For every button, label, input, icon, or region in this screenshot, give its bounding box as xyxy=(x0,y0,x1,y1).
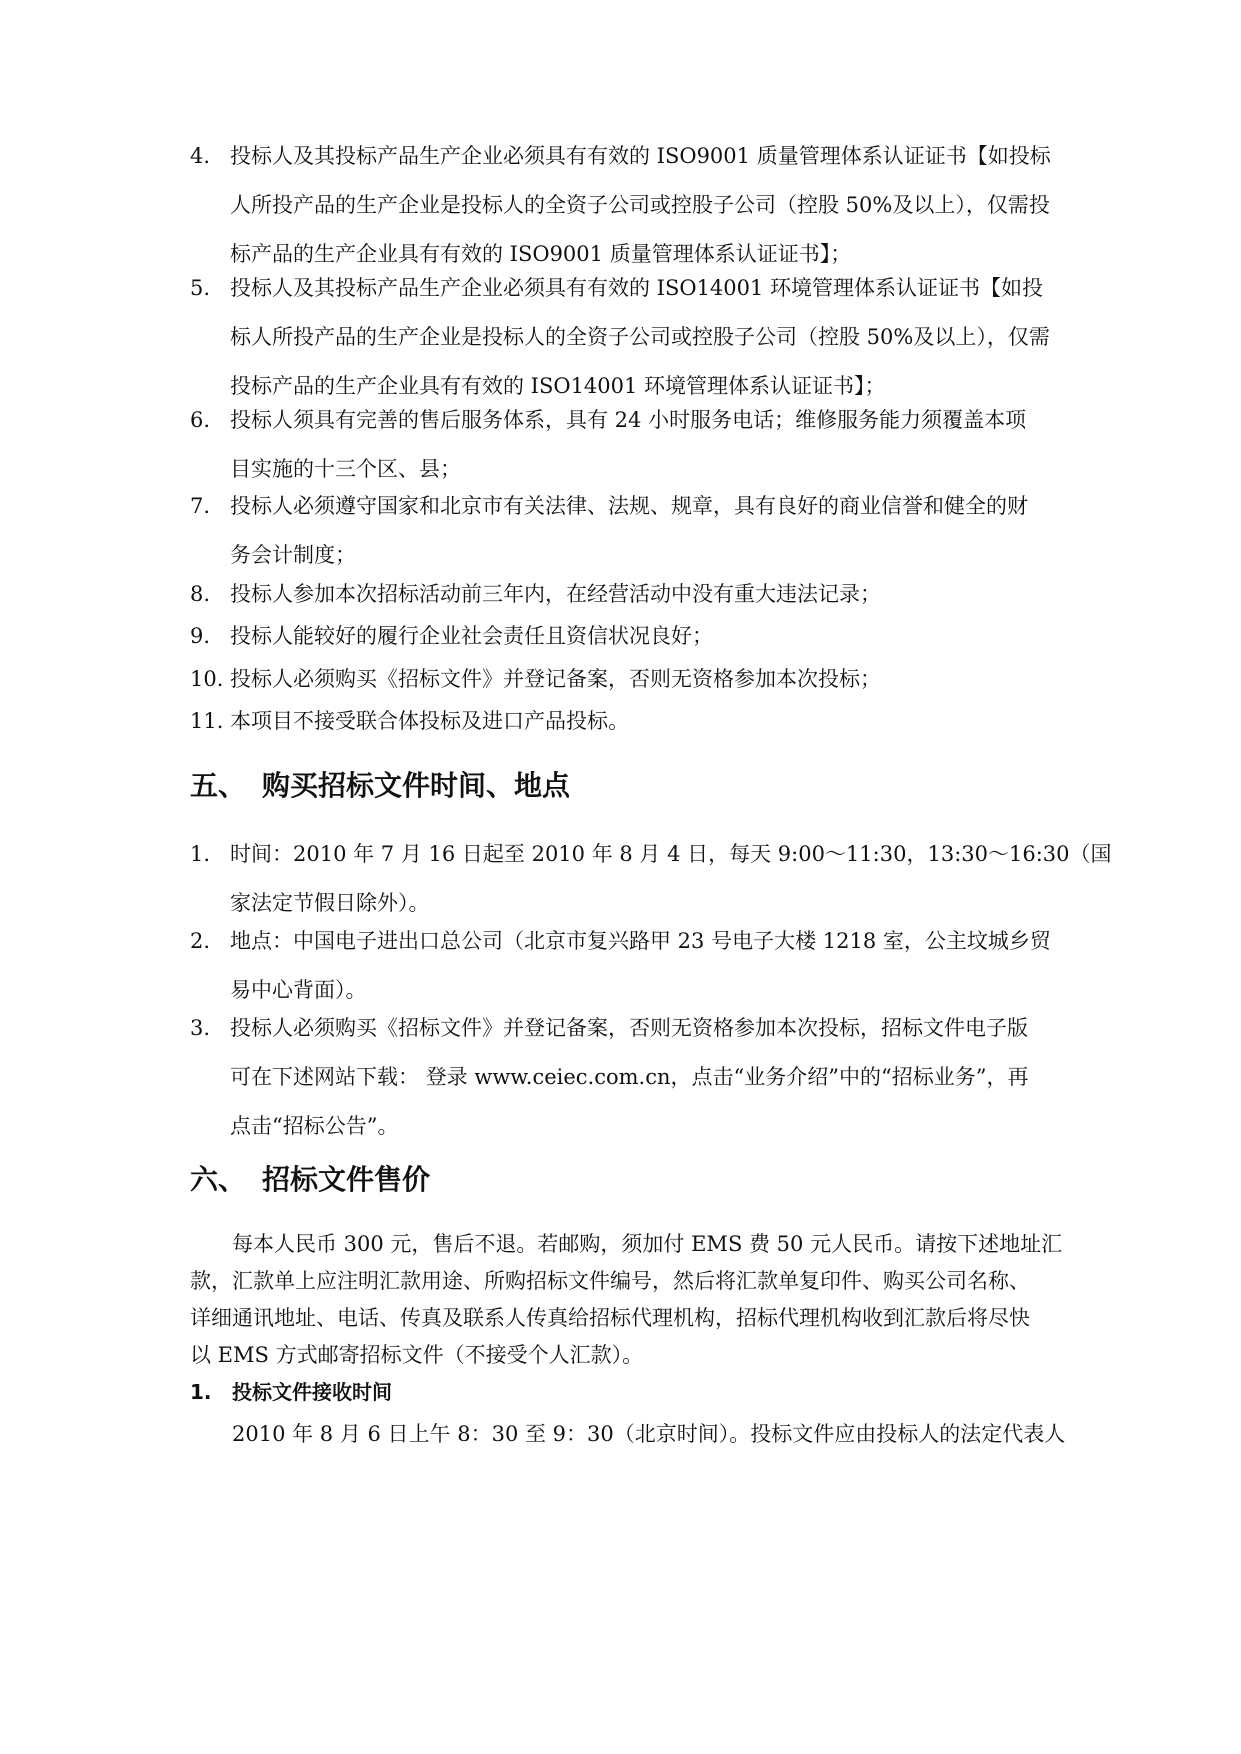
subsection-number: 1. xyxy=(190,1380,212,1404)
price-paragraph xyxy=(190,1226,1063,1374)
section-title: 招标文件售价 xyxy=(262,1163,431,1196)
list-number: 4. xyxy=(190,144,211,168)
list-text xyxy=(230,1004,1060,1151)
subsection-heading xyxy=(190,1377,392,1407)
list-text xyxy=(230,830,1112,928)
text-line: 标产品的生产企业具有有效的 ISO9001 质量管理体系认证证书】； xyxy=(230,242,852,266)
section-title: 购买招标文件时间、地点 xyxy=(262,769,571,802)
text-line: 以 EMS 方式邮寄招标文件（不接受个人汇款）。 xyxy=(190,1343,644,1367)
text-line: 投标人参加本次招标活动前三年内，在经营活动中没有重大违法记录； xyxy=(230,582,881,606)
list-number: 11. xyxy=(190,709,224,733)
section-number: 六、 xyxy=(190,1163,247,1196)
text-line: 地点：中国电子进出口总公司（北京市复兴路甲 23 号电子大楼 1218 室，公主坟城乡贸 xyxy=(230,929,1051,953)
list-number: 6. xyxy=(190,408,211,432)
text-line: 详细通讯地址、电话、传真及联系人传真给招标代理机构，招标代理机构收到汇款后将尽快 xyxy=(190,1306,1030,1330)
receipt-paragraph xyxy=(190,1416,1066,1453)
text-line: 2010 年 8 月 6 日上午 8：30 至 9：30（北京时间）。投标文件应由投标人的法定代表人 xyxy=(190,1422,1066,1446)
text-line: 标人所投产品的生产企业是投标人的全资子公司或控股子公司（控股 50%及以上），仅需 xyxy=(230,325,1050,349)
text-line: 每本人民币 300 元，售后不退。若邮购，须加付 EMS 费 50 元人民币。请按下述地址汇 xyxy=(190,1232,1063,1256)
text-line: 点击“招标公告”。 xyxy=(230,1114,399,1138)
list-number: 9. xyxy=(190,624,211,648)
text-line: 投标人必须遵守国家和北京市有关法律、法规、规章，具有良好的商业信誉和健全的财 xyxy=(230,494,1028,518)
list-text xyxy=(230,132,1060,279)
list-number: 3. xyxy=(190,1016,211,1040)
text-line: 投标人必须购买《招标文件》并登记备案，否则无资格参加本次投标； xyxy=(230,667,881,691)
text-line: 本项目不接受联合体投标及进口产品投标。 xyxy=(230,709,629,733)
text-line: 投标人及其投标产品生产企业必须具有有效的 ISO14001 环境管理体系认证证书【如投 xyxy=(230,276,1044,300)
list-text xyxy=(230,396,1060,494)
list-text xyxy=(230,917,1060,1015)
text-line: 款，汇款单上应注明汇款用途、所购招标文件编号，然后将汇款单复印件、购买公司名称、 xyxy=(190,1269,1030,1293)
list-number: 10. xyxy=(190,667,224,691)
text-line: 人所投产品的生产企业是投标人的全资子公司或控股子公司（控股 50%及以上），仅需投 xyxy=(230,193,1050,217)
text-line: 投标人能较好的履行企业社会责任且资信状况良好； xyxy=(230,624,713,648)
text-line: 可在下述网站下载： 登录 www.ceiec.com.cn，点击“业务介绍”中的“招标业务”，再 xyxy=(230,1065,1029,1089)
text-line: 投标产品的生产企业具有有效的 ISO14001 环境管理体系认证证书】； xyxy=(230,374,886,398)
text-line: 务会计制度； xyxy=(230,543,356,567)
list-text xyxy=(230,264,1060,411)
text-line: 投标人须具有完善的售后服务体系，具有 24 小时服务电话；维修服务能力须覆盖本项 xyxy=(230,408,1027,432)
text-line: 投标人及其投标产品生产企业必须具有有效的 ISO9001 质量管理体系认证证书【如投标 xyxy=(230,144,1051,168)
list-text xyxy=(230,697,1060,746)
list-number: 2. xyxy=(190,929,211,953)
list-number: 1. xyxy=(190,842,211,866)
text-line: 投标人必须购买《招标文件》并登记备案，否则无资格参加本次投标，招标文件电子版 xyxy=(230,1016,1028,1040)
text-line: 易中心背面）。 xyxy=(230,978,367,1002)
list-number: 7. xyxy=(190,494,211,518)
text-line: 时间：2010 年 7 月 16 日起至 2010 年 8 月 4 日，每天 9:00～11:30，13:30～16:30（国 xyxy=(230,842,1112,866)
section-number: 五、 xyxy=(190,769,247,802)
section-heading-5 xyxy=(190,766,570,806)
list-text xyxy=(230,612,1060,661)
text-line: 家法定节假日除外）。 xyxy=(230,891,430,915)
list-number: 8. xyxy=(190,582,211,606)
section-heading-6 xyxy=(190,1160,430,1200)
list-number: 5. xyxy=(190,276,211,300)
list-text xyxy=(230,482,1060,580)
subsection-title: 投标文件接收时间 xyxy=(232,1380,392,1404)
text-line: 目实施的十三个区、县； xyxy=(230,457,461,481)
